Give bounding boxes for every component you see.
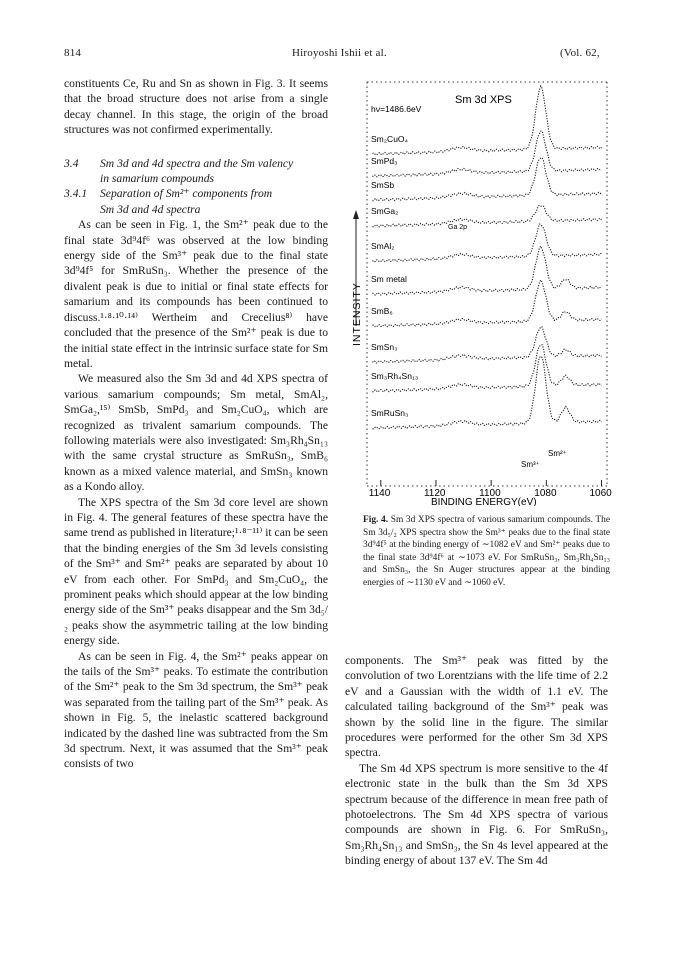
volume-label: (Vol. 62,	[560, 47, 600, 59]
sample-label: Sm₂CuO₄	[371, 134, 408, 144]
spectrum-trace	[373, 327, 602, 363]
authors: Hiroyoshi Ishii et al.	[292, 47, 387, 59]
sample-label: SmAl₂	[371, 241, 395, 251]
spectra-group	[371, 86, 602, 429]
spectrum-trace	[373, 280, 602, 327]
paragraph: We measured also the Sm 3d and 4d XPS spectra of various samarium compounds; Sm metal, SmAl₂, SmGa₂,¹⁵⁾ SmSb, SmPd₃ and Sm₂CuO₄, which are recognized as trivalent samarium compounds. The following materials were also investigated: Sm₃Rh₄Sn₁₃ with the same crystal structure as SmRuSn₃, SmB₆ known as a mixed valence material, and SmSn₃ known as a Kondo alloy.	[64, 372, 328, 494]
sample-label: SmRuSn₃	[371, 408, 409, 418]
sample-label: Sm metal	[371, 274, 407, 284]
section-title-line-2: in samarium compounds	[100, 172, 215, 186]
sample-label: SmSn₃	[371, 342, 398, 352]
sample-label: SmB₆	[371, 306, 393, 316]
ga-2p-label: Ga 2p	[448, 224, 468, 231]
figure-4	[345, 76, 615, 506]
sample-label: SmPd₃	[371, 156, 398, 166]
figure-title: Sm 3d XPS	[455, 94, 512, 106]
y-axis-label: INTENSITY	[351, 282, 363, 346]
sm3-peak-label: Sm³⁺	[521, 460, 540, 469]
caption-label: Fig. 4.	[363, 515, 389, 525]
x-tick-label: 1100	[479, 488, 501, 499]
x-tick-label: 1140	[368, 488, 391, 499]
subsection-title-line-1: Separation of Sm²⁺ components from	[100, 187, 273, 201]
page-number: 814	[64, 47, 82, 59]
x-axis-label: BINDING ENERGY(eV)	[431, 497, 537, 506]
spectrum-trace	[373, 158, 602, 201]
sample-label: Sm₃Rh₄Sn₁₃	[371, 371, 419, 381]
spectrum-trace	[373, 356, 602, 429]
spectrum-trace	[373, 246, 602, 295]
subsection-title-line-2: Sm 3d and 4d spectra	[100, 202, 201, 216]
spectrum-trace	[373, 345, 602, 393]
paragraph: The Sm 4d XPS spectrum is more sensitive to the 4f electronic state in the bulk than the Sm 3d XPS spectrum because of the difference in mean free path of photoelectrons. The Sm 4d XPS spectra of various compounds are shown in Fig. 6. For SmRuSn₃, Sm₃Rh₄Sn₁₃ and SmSn₃, the Sn 4s level appeared at the binding energy of about 137 eV. The Sm 4d	[345, 761, 608, 868]
x-tick-label: 1080	[534, 488, 557, 499]
sm2-peak-label: Sm²⁺	[548, 449, 567, 458]
subsection-heading	[64, 186, 328, 217]
subsection-number: 3.4.1	[64, 187, 88, 201]
section-number: 3.4	[64, 156, 79, 170]
paragraph: As can be seen in Fig. 1, the Sm²⁺ peak due to the final state 3d⁹4f⁶ was observed at the low binding energy side of the Sm³⁺ peak due to the final state 3d⁹4f⁵ for SmRuSn₃. Whether the presence of the divalent peak is due to initial or final state effects for samarium and its compounds has been continued to discuss.¹·⁸·¹⁰·¹⁴⁾ Wertheim and Crecelius⁸⁾ have concluded that the presence of the Sm²⁺ peak is due to the initial state effect in the intrinsic surface state for Sm metal.	[64, 218, 328, 370]
left-column	[64, 76, 328, 772]
sample-label: SmSb	[371, 180, 395, 190]
x-tick-label: 1120	[423, 488, 446, 499]
paragraph: The XPS spectra of the Sm 3d core level are shown in Fig. 4. The general features of these spectra have the same trend as published in literature;¹·⁸⁻¹¹⁾ it can be seen that the binding energies of the Sm 3d levels consisting of the Sm³⁺ and Sm²⁺ peaks are separated by about 10 eV from each other. For SmPd₃ and Sm₂CuO₄, the prominent peaks which should appear at the low binding energy side of the Sm³⁺ peaks disappear and the Sm 3d₅/₂ peaks show the asymmetric tailing at the low binding energy side.	[64, 495, 328, 648]
intensity-arrow-head	[353, 210, 359, 219]
paragraph: As can be seen in Fig. 4, the Sm²⁺ peaks appear on the tails of the Sm³⁺ peaks. To estimate the contribution of the Sm²⁺ peak to the Sm 3d spectrum, the Sm³⁺ peak was separated from the tailing part of the Sm³⁺ peak. As shown in Fig. 5, the inelastic scattered background indicated by the dashed line was subtracted from the Sm 3d spectrum. Next, it was assumed that the Sm³⁺ peak consists of two	[64, 649, 328, 771]
xps-spectra-plot	[345, 76, 615, 506]
section-title-line-1: Sm 3d and 4d spectra and the Sm valency	[100, 156, 294, 170]
section-heading	[64, 156, 328, 187]
running-header-authors	[292, 47, 387, 59]
paragraph: components. The Sm³⁺ peak was fitted by the convolution of two Lorentzians with the life time of 2.2 eV and a Gaussian with the width of 1.1 eV. The calculated tailing background of the Sm³⁺ peak was shown by the solid line in the figure. The similar procedures were performed for the other Sm 3d XPS spectra.	[345, 654, 608, 760]
paragraph: constituents Ce, Ru and Sn as shown in Fig. 3. It seems that the broad structure does not arise from a single decay channel. In this stage, the origin of the broad structures was not confirmed experimentally.	[64, 77, 328, 137]
spectrum-trace	[373, 205, 602, 227]
sample-label: SmGa₂	[371, 206, 399, 216]
photon-energy-label: hν=1486.6eV	[371, 104, 422, 114]
caption-text: Sm 3d XPS spectra of various samarium compounds. The Sm 3d₅/₂ XPS spectra show the Sm³⁺ peaks due to the final state 3d⁹4f⁵ at the binding energy of ∼1082 eV and Sm²⁺ peaks due to the final state 3d⁹4f⁶ at ∼1073 eV. For SmRuSn₃, Sm₃Rh₄Sn₁₃ and SmSn₃, the Sn Auger structures appear at the binding energies of ∼1130 eV and ∼1060 eV.	[363, 515, 610, 588]
figure-caption	[363, 514, 610, 590]
x-tick-label: 1060	[589, 488, 612, 499]
spectrum-trace	[373, 224, 602, 262]
right-column	[345, 653, 608, 869]
